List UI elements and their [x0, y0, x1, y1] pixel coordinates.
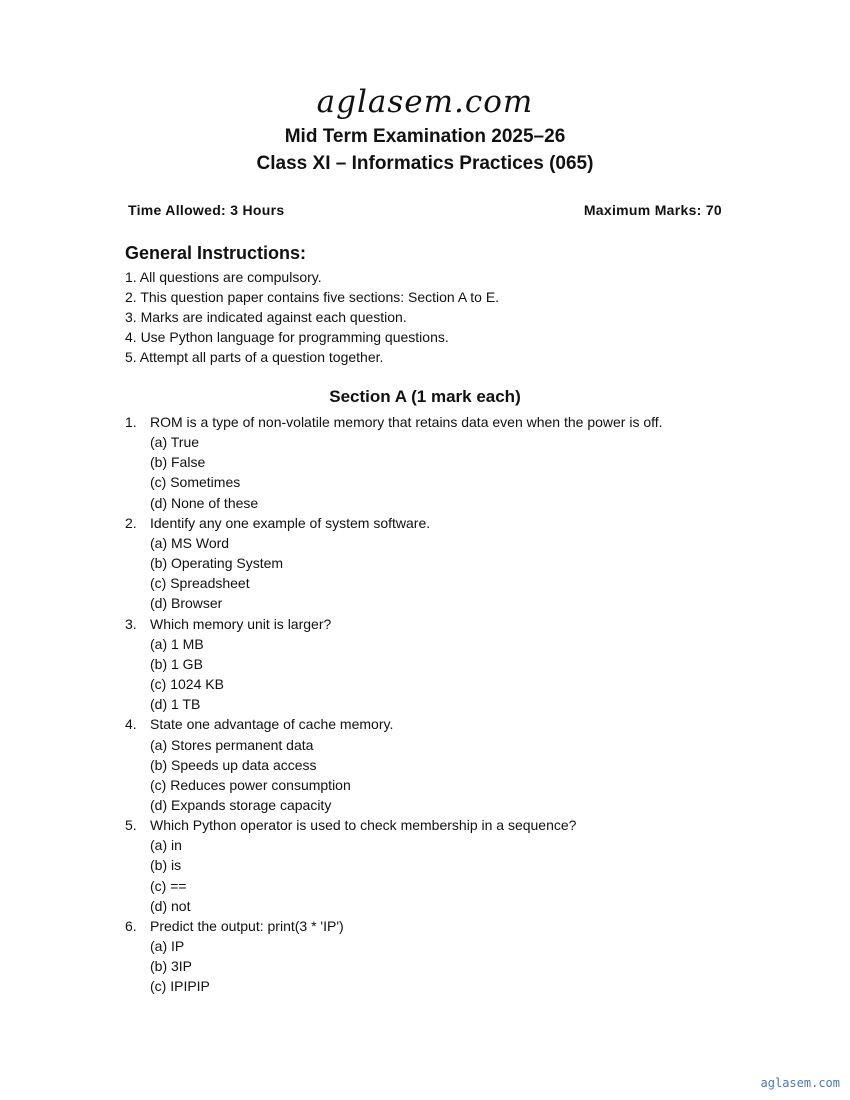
- answer-option: (b) 3IP: [150, 958, 193, 975]
- question-text: State one advantage of cache memory.: [150, 716, 394, 733]
- question-number: 5.: [125, 817, 137, 834]
- question-number: 4.: [125, 716, 137, 733]
- instructions-heading: General Instructions:: [125, 243, 307, 263]
- instruction-item: 1. All questions are compulsory.: [125, 269, 322, 285]
- question-text: ROM is a type of non-volatile memory that retains data even when the power is off.: [150, 414, 663, 430]
- question-number: 3.: [125, 615, 137, 632]
- answer-option: (b) Operating System: [150, 555, 284, 572]
- answer-option: (a) MS Word: [150, 534, 230, 551]
- question-stem: [125, 916, 745, 936]
- maximum-marks: Maximum Marks: 70: [583, 202, 722, 218]
- question-text: Which Python operator is used to check membership in a sequence?: [150, 817, 577, 834]
- answer-option: (b) Speeds up data access: [150, 756, 317, 773]
- aglasem-logo: aglasem.com: [316, 84, 534, 120]
- answer-option: (c) ==: [150, 877, 187, 894]
- answer-option: (c) Sometimes: [150, 474, 241, 491]
- questions-list: [125, 412, 745, 997]
- question-stem: [125, 513, 745, 533]
- answer-option: (d) Browser: [150, 595, 223, 612]
- answer-option: (b) 1 GB: [150, 655, 203, 672]
- question-text: Identify any one example of system software.: [150, 514, 431, 531]
- answer-option: (c) Spreadsheet: [150, 575, 250, 592]
- instruction-item: 3. Marks are indicated against each question.: [125, 309, 407, 325]
- time-allowed: Time Allowed: 3 Hours: [128, 202, 285, 218]
- answer-option: (a) Stores permanent data: [150, 736, 314, 753]
- exam-title: Mid Term Examination 2025–26: [284, 126, 566, 147]
- question-text: Predict the output: print(3 * 'IP'): [150, 917, 344, 934]
- question-number: 2.: [125, 514, 137, 531]
- answer-option: (b) False: [150, 454, 206, 471]
- question-stem: [125, 412, 745, 432]
- answer-option: (c) IPIPIP: [150, 978, 210, 995]
- question-text: Which memory unit is larger?: [150, 615, 332, 632]
- instruction-item: 2. This question paper contains five sections: Section A to E.: [125, 289, 500, 305]
- answer-option: (c) Reduces power consumption: [150, 776, 351, 793]
- question-stem: [125, 815, 745, 835]
- answer-option: (d) 1 TB: [150, 696, 201, 713]
- answer-option: (a) in: [150, 837, 182, 854]
- question-number: 6.: [125, 917, 137, 934]
- answer-option: (b) is: [150, 857, 182, 874]
- subject-title: Class XI – Informatics Practices (065): [256, 153, 594, 174]
- answer-option: (a) 1 MB: [150, 635, 204, 652]
- section-a-heading: Section A (1 mark each): [329, 387, 521, 406]
- answer-option: (a) IP: [150, 938, 185, 955]
- answer-option: (c) 1024 KB: [150, 676, 224, 693]
- question-stem: [125, 614, 745, 634]
- answer-option: (d) Expands storage capacity: [150, 796, 332, 813]
- question-stem: [125, 714, 745, 734]
- instruction-item: 4. Use Python language for programming questions.: [125, 329, 449, 345]
- question-number: 1.: [125, 414, 137, 430]
- footer-watermark[interactable]: aglasem.com: [760, 1076, 840, 1090]
- instruction-item: 5. Attempt all parts of a question together.: [125, 349, 384, 365]
- instructions-list: [125, 267, 499, 367]
- answer-option: (a) True: [150, 434, 200, 451]
- answer-option: (d) None of these: [150, 494, 259, 511]
- answer-option: (d) not: [150, 897, 191, 914]
